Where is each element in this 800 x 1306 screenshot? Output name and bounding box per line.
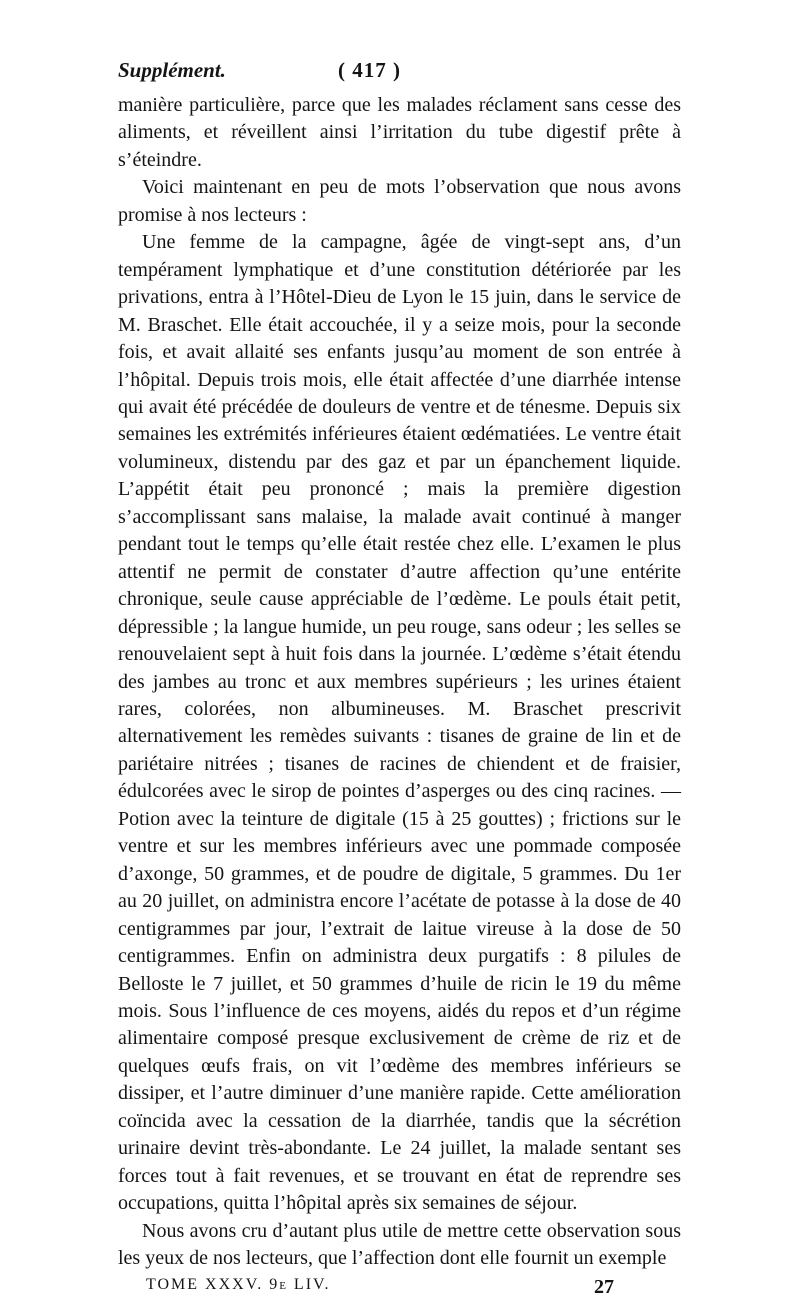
- signature-mark: 27: [594, 1276, 614, 1299]
- paragraph-continuation: manière particulière, parce que les malades réclament sans cesse des aliments, et réveillent ainsi l’irritation du tube digestif prête à s’éteindre.: [118, 94, 681, 171]
- body-text: [118, 92, 681, 1272]
- paragraph-observation: Une femme de la campagne, âgée de vingt-sept ans, d’un tempérament lymphatique et d’une constitution détériorée par les privations, entra à l’Hôtel-Dieu de Lyon le 15 juin, dans le service de M. Braschet. Elle était accouchée, il y a seize mois, pour la seconde fois, et avait allaité ses enfants jusqu’au moment de son entrée à l’hôpital. Depuis trois mois, elle était affectée d’une diarrhée intense qui avait été précédée de douleurs de ventre et de ténesme. Depuis six semaines les extrémités inférieures étaient œdématiées. Le ventre était volumineux, distendu par des gaz et par un épanchement liquide. L’appétit était peu prononcé ; mais la première digestion s’accomplissant sans malaise, la malade avait continué à manger pendant tout le temps qu’elle était restée chez elle. L’examen le plus attentif ne permit de constater d’autre affection qu’une entérite chronique, seule cause appréciable de l’œdème. Le pouls était petit, dépressible ; la langue humide, un peu rouge, sans odeur ; les selles se renouvelaient sept à huit fois dans la journée. L’œdème s’était étendu des jambes au tronc et aux membres supérieurs ; les urines étaient rares, colorées, non albumineuses. M. Braschet prescrivit alternativement les remèdes suivants : tisanes de graine de lin et de pariétaire nitrées ; tisanes de racines de chiendent et de fraisier, édulcorées avec le sirop de pointes d’asperges ou des cinq racines. — Potion avec la teinture de digitale (15 à 25 gouttes) ; frictions sur le ventre et sur les membres inférieurs avec une pommade composée d’axonge, 50 grammes, et de poudre de digitale, 5 grammes. Du 1er au 20 juillet, on administra encore l’acétate de potasse à la dose de 40 centigrammes par jour, l’extrait de laitue vireuse à la dose de 50 centigrammes. Enfin on administra deux purgatifs : 8 pilules de Belloste le 7 juillet, et 50 grammes d’huile de ricin le 19 du même mois. Sous l’influence de ces moyens, aidés du repos et d’un régime alimentaire composé presque exclusivement de crème de riz et de quelques œufs frais, on vit l’œdème des membres inférieurs se dissiper, et l’autre diminuer d’une manière rapide. Cette amélioration coïncida avec la cessation de la diarrhée, tandis que la sécrétion urinaire devint très-abondante. Le 24 juillet, la malade sentant ses forces tout à fait revenues, et se trouvant en état de reprendre ses occupations, quitta l’hôpital après six semaines de séjour.: [118, 231, 681, 1215]
- volume-signature: TOME XXXV. 9e LIV.: [146, 1276, 331, 1294]
- paragraph-intro: Voici maintenant en peu de mots l’observation que nous avons promise à nos lecteurs :: [118, 176, 681, 226]
- page-footer: [118, 1276, 681, 1306]
- paragraph-closing: Nous avons cru d’autant plus utile de mettre cette observation sous les yeux de nos lecteurs, que l’affection dont elle fournit un exemple: [118, 1219, 681, 1270]
- page-number: ( 417 ): [338, 58, 401, 82]
- page-header: [118, 52, 681, 92]
- running-head: Supplément.: [118, 58, 226, 82]
- book-page: [118, 52, 681, 1306]
